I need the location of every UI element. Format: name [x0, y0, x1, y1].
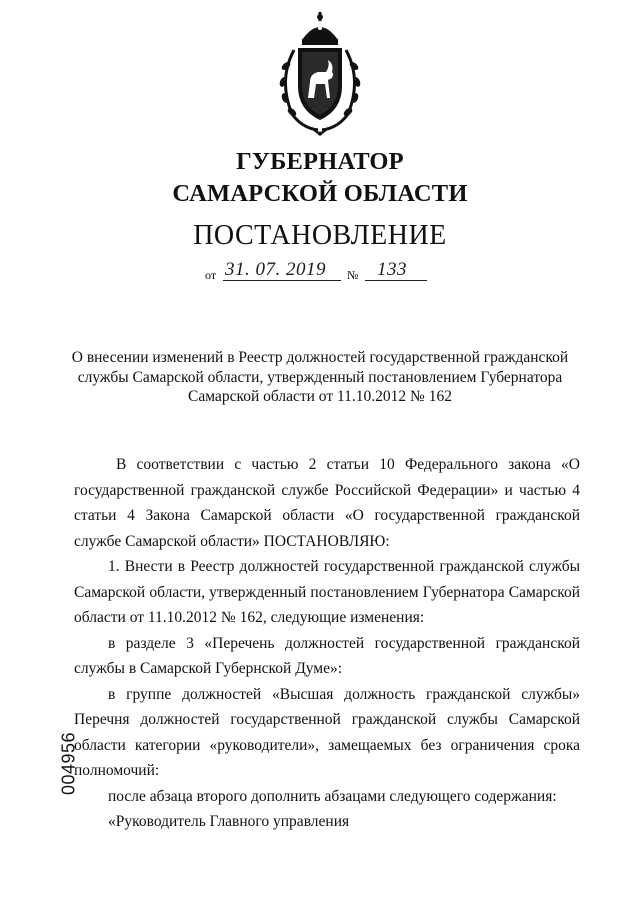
body-paragraph: «Руководитель Главного управления	[108, 813, 350, 830]
issuer-title-line2: САМАРСКОЙ ОБЛАСТИ	[172, 180, 468, 207]
body-paragraph: после абзаца второго дополнить абзацами следующего содержания:	[108, 787, 557, 805]
shield-icon	[298, 48, 342, 120]
body-paragraph: в группе должностей «Высшая должность гражданской службы» Перечня должностей государственной гражданской службы Самарской области категории «руководители», замещаемых без ограничения срока полномочий:	[74, 685, 580, 779]
number-underline	[365, 280, 427, 281]
date-and-number-line	[205, 258, 445, 284]
number-prefix-label: №	[347, 268, 359, 282]
date-underline	[223, 280, 341, 281]
crown-icon	[302, 12, 338, 45]
document-type-title: ПОСТАНОВЛЕНИЕ	[193, 220, 447, 251]
handwritten-date: 31. 07. 2019	[225, 259, 326, 280]
coat-of-arms-emblem	[272, 10, 368, 138]
date-prefix-label: от	[205, 268, 217, 282]
body-paragraph: 1. Внести в Реестр должностей государственной гражданской службы Самарской области, утвержденный постановлением Губернатора Самарской области от 11.10.2012 № 162, следующие изменения:	[74, 558, 580, 626]
body-paragraph: В соответствии с частью 2 статьи 10 Федерального закона «О государственной гражданской службе Российской Федерации» и частью 4 статьи 4 Закона Самарской области «О государственной гражданской службе Самарской области» ПОСТАНОВЛЯЮ:	[74, 456, 580, 550]
handwritten-number: 133	[377, 259, 407, 280]
registration-number: 004956	[58, 731, 79, 796]
document-subject: О внесении изменений в Реестр должностей государственной гражданской службы Самарской области, утвержденный постановлением Губернатора Самарской области от 11.10.2012 № 162	[71, 349, 569, 405]
body-paragraph: в разделе 3 «Перечень должностей государственной гражданской службы в Самарской Губернской Думе»:	[74, 634, 580, 677]
issuer-title-line1: ГУБЕРНАТОР	[236, 148, 404, 175]
document-body	[74, 452, 580, 835]
